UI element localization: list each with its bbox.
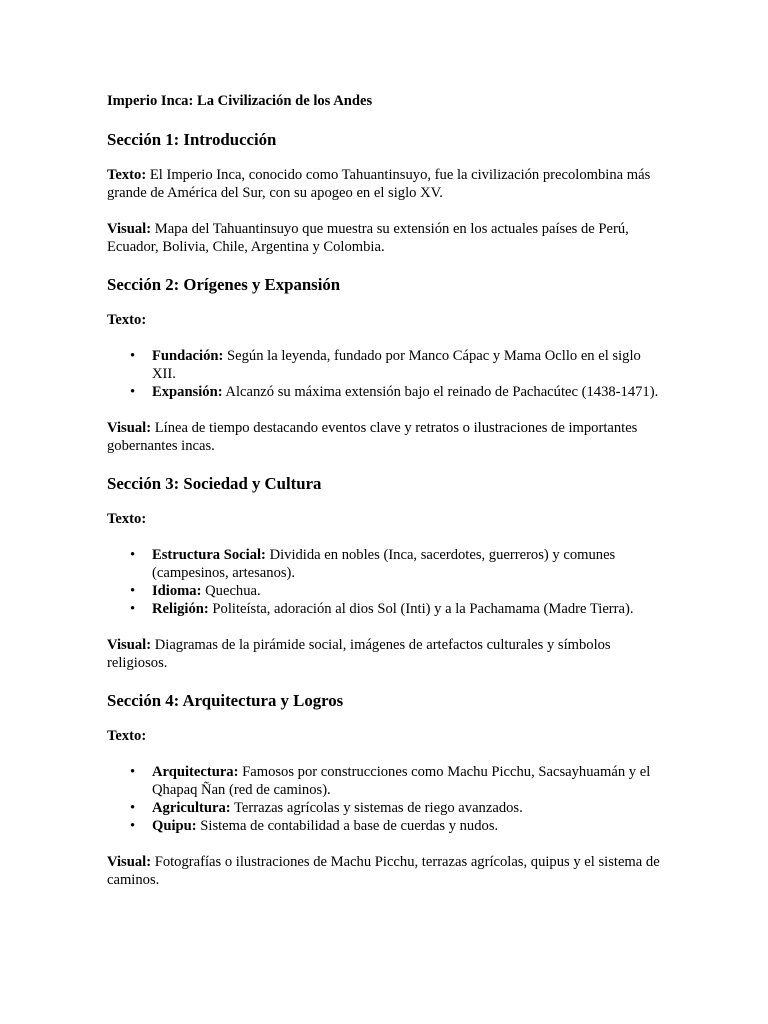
- visual-label: Visual:: [107, 420, 152, 436]
- section-introduccion: [107, 129, 662, 256]
- section-sociedad: [107, 473, 662, 672]
- visual-paragraph: [107, 419, 662, 455]
- visual-label: Visual:: [107, 637, 152, 653]
- texto-label: Texto:: [107, 167, 147, 183]
- item-text: Sistema de contabilidad a base de cuerdas y nudos.: [200, 818, 499, 834]
- item-text: Dividida en nobles (Inca, sacerdotes, guerreros) y comunes (campesinos, artesanos).: [152, 547, 616, 581]
- item-text: Quechua.: [205, 583, 261, 599]
- item-text: Politeísta, adoración al dios Sol (Inti) y a la Pachamama (Madre Tierra).: [212, 601, 634, 617]
- item-label: Fundación:: [152, 348, 224, 364]
- texto-label: Texto:: [107, 511, 147, 527]
- list-item: [152, 546, 662, 582]
- item-label: Arquitectura:: [152, 764, 239, 780]
- section-heading: Sección 1: Introducción: [107, 130, 277, 149]
- section-heading: Sección 4: Arquitectura y Logros: [107, 691, 344, 710]
- list-item: [152, 763, 662, 799]
- visual-label: Visual:: [107, 221, 152, 237]
- texto-label: Texto:: [107, 728, 147, 744]
- document-title: Imperio Inca: La Civilización de los Andes: [107, 93, 373, 109]
- visual-content: Mapa del Tahuantinsuyo que muestra su extensión en los actuales países de Perú, Ecuador, Bolivia, Chile, Argentina y Colombia.: [107, 221, 629, 255]
- visual-paragraph: [107, 636, 662, 672]
- visual-label: Visual:: [107, 854, 152, 870]
- list-item: [152, 600, 662, 618]
- document-body: [107, 92, 662, 907]
- item-text: Terrazas agrícolas y sistemas de riego avanzados.: [234, 800, 523, 816]
- texto-paragraph: [107, 166, 662, 202]
- item-label: Quipu:: [152, 818, 197, 834]
- item-label: Agricultura:: [152, 800, 231, 816]
- item-label: Religión:: [152, 601, 209, 617]
- texto-paragraph: [107, 510, 662, 528]
- texto-content: El Imperio Inca, conocido como Tahuantinsuyo, fue la civilización precolombina más grande de América del Sur, con su apogeo en el siglo XV.: [107, 167, 651, 201]
- item-text: Alcanzó su máxima extensión bajo el reinado de Pachacútec (1438-1471).: [225, 384, 659, 400]
- item-label: Idioma:: [152, 583, 202, 599]
- visual-content: Diagramas de la pirámide social, imágenes de artefactos culturales y símbolos religiosos.: [107, 637, 611, 671]
- item-text: Famosos por construcciones como Machu Picchu, Sacsayhuamán y el Qhapaq Ñan (red de caminos).: [152, 764, 651, 798]
- texto-paragraph: [107, 727, 662, 745]
- texto-paragraph: [107, 311, 662, 329]
- item-label: Estructura Social:: [152, 547, 266, 563]
- visual-content: Fotografías o ilustraciones de Machu Picchu, terrazas agrícolas, quipus y el sistema de caminos.: [107, 854, 660, 888]
- list-item: [152, 799, 662, 817]
- bullet-list: [107, 763, 662, 835]
- list-item: [152, 383, 662, 401]
- item-text: Según la leyenda, fundado por Manco Cápac y Mama Ocllo en el siglo XII.: [152, 348, 641, 382]
- section-origenes: [107, 274, 662, 455]
- visual-content: Línea de tiempo destacando eventos clave y retratos o ilustraciones de importantes gobernantes incas.: [107, 420, 638, 454]
- section-heading: Sección 2: Orígenes y Expansión: [107, 275, 341, 294]
- list-item: [152, 347, 662, 383]
- texto-label: Texto:: [107, 312, 147, 328]
- visual-paragraph: [107, 220, 662, 256]
- section-heading: Sección 3: Sociedad y Cultura: [107, 474, 322, 493]
- list-item: [152, 582, 662, 600]
- list-item: [152, 817, 662, 835]
- bullet-list: [107, 546, 662, 618]
- visual-paragraph: [107, 853, 662, 889]
- bullet-list: [107, 347, 662, 401]
- item-label: Expansión:: [152, 384, 223, 400]
- section-arquitectura: [107, 690, 662, 889]
